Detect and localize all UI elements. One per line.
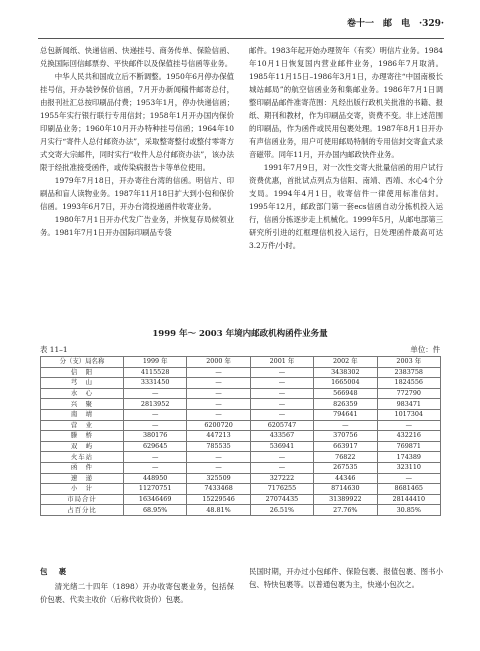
table-cell: — bbox=[187, 367, 250, 378]
table-cell: 15229546 bbox=[187, 494, 250, 505]
page-header bbox=[0, 16, 480, 34]
table-cell: 826359 bbox=[314, 399, 377, 410]
table-cell: 327222 bbox=[250, 473, 313, 484]
table-cell: — bbox=[250, 367, 313, 378]
table-row bbox=[41, 484, 441, 495]
table-cell: 48.81% bbox=[187, 505, 250, 516]
row-name: 南 靖 bbox=[41, 409, 124, 420]
table-cell: 3331450 bbox=[123, 378, 186, 389]
table-id: 表 11–1 bbox=[40, 345, 68, 354]
corner-header: 分（支）局名称 bbox=[41, 357, 124, 368]
right-text-column bbox=[249, 44, 443, 252]
table-cell: 1017304 bbox=[377, 409, 440, 420]
year-header: 1999 年 bbox=[123, 357, 186, 368]
table-row bbox=[41, 452, 441, 463]
table-cell: 27074435 bbox=[250, 494, 313, 505]
table-cell: 325509 bbox=[187, 473, 250, 484]
paragraph: 民国时期，开办过小包邮件、保险包裹、报值包裹、图书小包、特快包裹等。以普通包裹为主，快递小包次之。 bbox=[249, 567, 443, 589]
table-cell: — bbox=[314, 420, 377, 431]
table-cell: — bbox=[187, 388, 250, 399]
table-cell: — bbox=[250, 462, 313, 473]
paragraph: 邮件。1983年起开始办理贺年（有奖）明信片业务。1984年10月1日恢复国内营业邮件业务，1986年7月取消。1985年11月15日–1986年3月1日，办理寄往“中国南极长城站邮局”的航空信函业务和集邮业务。1986年7月1日调整印刷品邮件准寄范围：凡经出版行政机关批准的书籍、报纸、期刊和教材，作为印刷品交寄，资费不变。非上述范围的印刷品，作为函件或民用包裹处理。1987年8月1日开办有声信函业务，用户可使用邮局特制的专用信封交寄盒式录音磁带。同年11月，开办国内邮政快件业务。 bbox=[249, 46, 443, 159]
table-cell: — bbox=[187, 378, 250, 389]
table-cell: 663917 bbox=[314, 441, 377, 452]
table-cell: 2383758 bbox=[377, 367, 440, 378]
table-cell: 1824556 bbox=[377, 378, 440, 389]
table-cell: 28144410 bbox=[377, 494, 440, 505]
table-cell: 772790 bbox=[377, 388, 440, 399]
table-cell: 785535 bbox=[187, 441, 250, 452]
row-name: 芎 山 bbox=[41, 378, 124, 389]
table-cell: 174389 bbox=[377, 452, 440, 463]
table-row bbox=[41, 367, 441, 378]
table-cell: 536941 bbox=[250, 441, 313, 452]
table-cell: — bbox=[250, 378, 313, 389]
table-cell: 447213 bbox=[187, 431, 250, 442]
table-cell: 27.76% bbox=[314, 505, 377, 516]
table-cell: 983471 bbox=[377, 399, 440, 410]
row-name: 兴 聚 bbox=[41, 399, 124, 410]
row-name: 营 业 bbox=[41, 420, 124, 431]
year-header: 2001 年 bbox=[250, 357, 313, 368]
row-name: 函 件 bbox=[41, 462, 124, 473]
table-cell: 68.95% bbox=[123, 505, 186, 516]
year-header: 2002 年 bbox=[314, 357, 377, 368]
left-text-column bbox=[40, 44, 234, 239]
table-cell: 3438302 bbox=[314, 367, 377, 378]
header-rule bbox=[38, 38, 444, 39]
table-cell: 267535 bbox=[314, 462, 377, 473]
table-cell: 30.85% bbox=[377, 505, 440, 516]
table-cell: — bbox=[123, 409, 186, 420]
table-cell: 1665004 bbox=[314, 378, 377, 389]
table-cell: — bbox=[250, 452, 313, 463]
table-cell: — bbox=[187, 409, 250, 420]
table-row bbox=[41, 378, 441, 389]
data-table bbox=[40, 356, 441, 516]
table-row bbox=[41, 388, 441, 399]
paragraph: 清光绪二十四年（1898）开办收寄包裹业务，包括保价包裹、代卖主收价（后称代收货价）包裹。 bbox=[40, 582, 234, 604]
table-cell: — bbox=[123, 420, 186, 431]
table-cell: 26.51% bbox=[250, 505, 313, 516]
row-name: 占百分比 bbox=[41, 505, 124, 516]
table-cell: 323110 bbox=[377, 462, 440, 473]
row-name: 水 心 bbox=[41, 388, 124, 399]
table-row bbox=[41, 441, 441, 452]
table-cell: — bbox=[123, 452, 186, 463]
row-name: 双 屿 bbox=[41, 441, 124, 452]
row-name: 信 阳 bbox=[41, 367, 124, 378]
paragraph: 1991年7月9日，对一次性交寄大批量信函的用户试行资费优惠，首批试点列点为信阳、南靖、西靖、水心4个分支局。1994年4月1日，收寄信件一律使用标准信封。1995年12月，邮政部门第一套ecs信函自动分拣机投入运行，信函分拣逐步走上机械化。1999年5月，从邮电部第三研究所引进的红框理信机投入运行，日处理函件最高可达3.2万件/小时。 bbox=[249, 163, 443, 250]
section-heading: 包 裹 bbox=[40, 567, 69, 576]
table-cell: 76822 bbox=[314, 452, 377, 463]
table-row bbox=[41, 409, 441, 420]
table-row bbox=[41, 462, 441, 473]
table-cell: — bbox=[187, 399, 250, 410]
table-cell: 380176 bbox=[123, 431, 186, 442]
table-unit: 单位：件 bbox=[410, 345, 440, 354]
table-cell: 566948 bbox=[314, 388, 377, 399]
bottom-left-column bbox=[40, 565, 234, 606]
table-cell: 7176255 bbox=[250, 484, 313, 495]
table-header-row bbox=[41, 357, 441, 368]
paragraph: 1980年7月1日开办代发广告业务，并恢复存局候领业务。1981年7月1日开办国际印刷品专袋 bbox=[40, 215, 234, 237]
table-cell: 8714630 bbox=[314, 484, 377, 495]
paragraph: 中华人民共和国成立后不断调整。1950年6月停办保值挂号信，开办装钞保价信函，7月开办新闻稿件邮寄总付，由报刊社汇总按印刷品付费；1953年1月，停办快递信函；1955年实行银行联行专用信封；1958年1月开办国内保价印刷品业务；1960年10月开办特种挂号信函；1964年10月实行“寄件人总付邮资办法”，采取整寄整付或整付零寄方式交寄大宗邮件，同时实行“收件人总付邮资办法”，该办法限于经批准接受函件，或传染病报告卡等单位使用。 bbox=[40, 72, 234, 172]
table-cell: 8681465 bbox=[377, 484, 440, 495]
table-cell: — bbox=[187, 452, 250, 463]
table-cell: 7433468 bbox=[187, 484, 250, 495]
row-name: 市局合计 bbox=[41, 494, 124, 505]
table-cell: 4115528 bbox=[123, 367, 186, 378]
table-row bbox=[41, 399, 441, 410]
row-name: 火车站 bbox=[41, 452, 124, 463]
table-cell: 769871 bbox=[377, 441, 440, 452]
year-header: 2000 年 bbox=[187, 357, 250, 368]
table-row bbox=[41, 420, 441, 431]
table-cell: — bbox=[123, 462, 186, 473]
table-row bbox=[41, 473, 441, 484]
table-row bbox=[41, 505, 441, 516]
table-row bbox=[41, 494, 441, 505]
table-cell: 370756 bbox=[314, 431, 377, 442]
row-name: 小 计 bbox=[41, 484, 124, 495]
row-name: 速 递 bbox=[41, 473, 124, 484]
table-cell: 794641 bbox=[314, 409, 377, 420]
table-cell: 629645 bbox=[123, 441, 186, 452]
table-cell: 11270751 bbox=[123, 484, 186, 495]
table-cell: 432216 bbox=[377, 431, 440, 442]
table-cell: 6200720 bbox=[187, 420, 250, 431]
table-cell: — bbox=[250, 399, 313, 410]
table-cell: — bbox=[250, 388, 313, 399]
table-cell: 31389922 bbox=[314, 494, 377, 505]
bottom-right-column bbox=[249, 565, 443, 591]
table-body bbox=[41, 367, 441, 515]
running-head: 卷十一 邮 电 ·329· bbox=[346, 19, 444, 29]
table-cell: — bbox=[377, 473, 440, 484]
table-row bbox=[41, 431, 441, 442]
table-title: 1999 年～ 2003 年境内邮政机构函件业务量 bbox=[152, 329, 328, 339]
table-cell: 6205747 bbox=[250, 420, 313, 431]
table-cell: 2813952 bbox=[123, 399, 186, 410]
table-cell: 433567 bbox=[250, 431, 313, 442]
table-cell: 16346469 bbox=[123, 494, 186, 505]
table-cell: — bbox=[187, 462, 250, 473]
table-cell: — bbox=[377, 420, 440, 431]
paragraph: 1979年7月18日，开办寄往台湾的信函。明信片、印刷品和盲人读物业务。1987年11月18日扩大到小包和保价信函。1993年6月7日，开办台湾投递函件收寄业务。 bbox=[40, 176, 234, 211]
table-cell: — bbox=[250, 409, 313, 420]
row-name: 滕 桥 bbox=[41, 431, 124, 442]
table-cell: 44346 bbox=[314, 473, 377, 484]
year-header: 2003 年 bbox=[377, 357, 440, 368]
paragraph: 总包新闻纸、快递信函、快递挂号、商务传单、保险信函、兑换国际回信邮票券、平快邮件以及保值挂号信函等业务。 bbox=[40, 46, 234, 68]
table-cell: — bbox=[123, 388, 186, 399]
table-cell: 448950 bbox=[123, 473, 186, 484]
